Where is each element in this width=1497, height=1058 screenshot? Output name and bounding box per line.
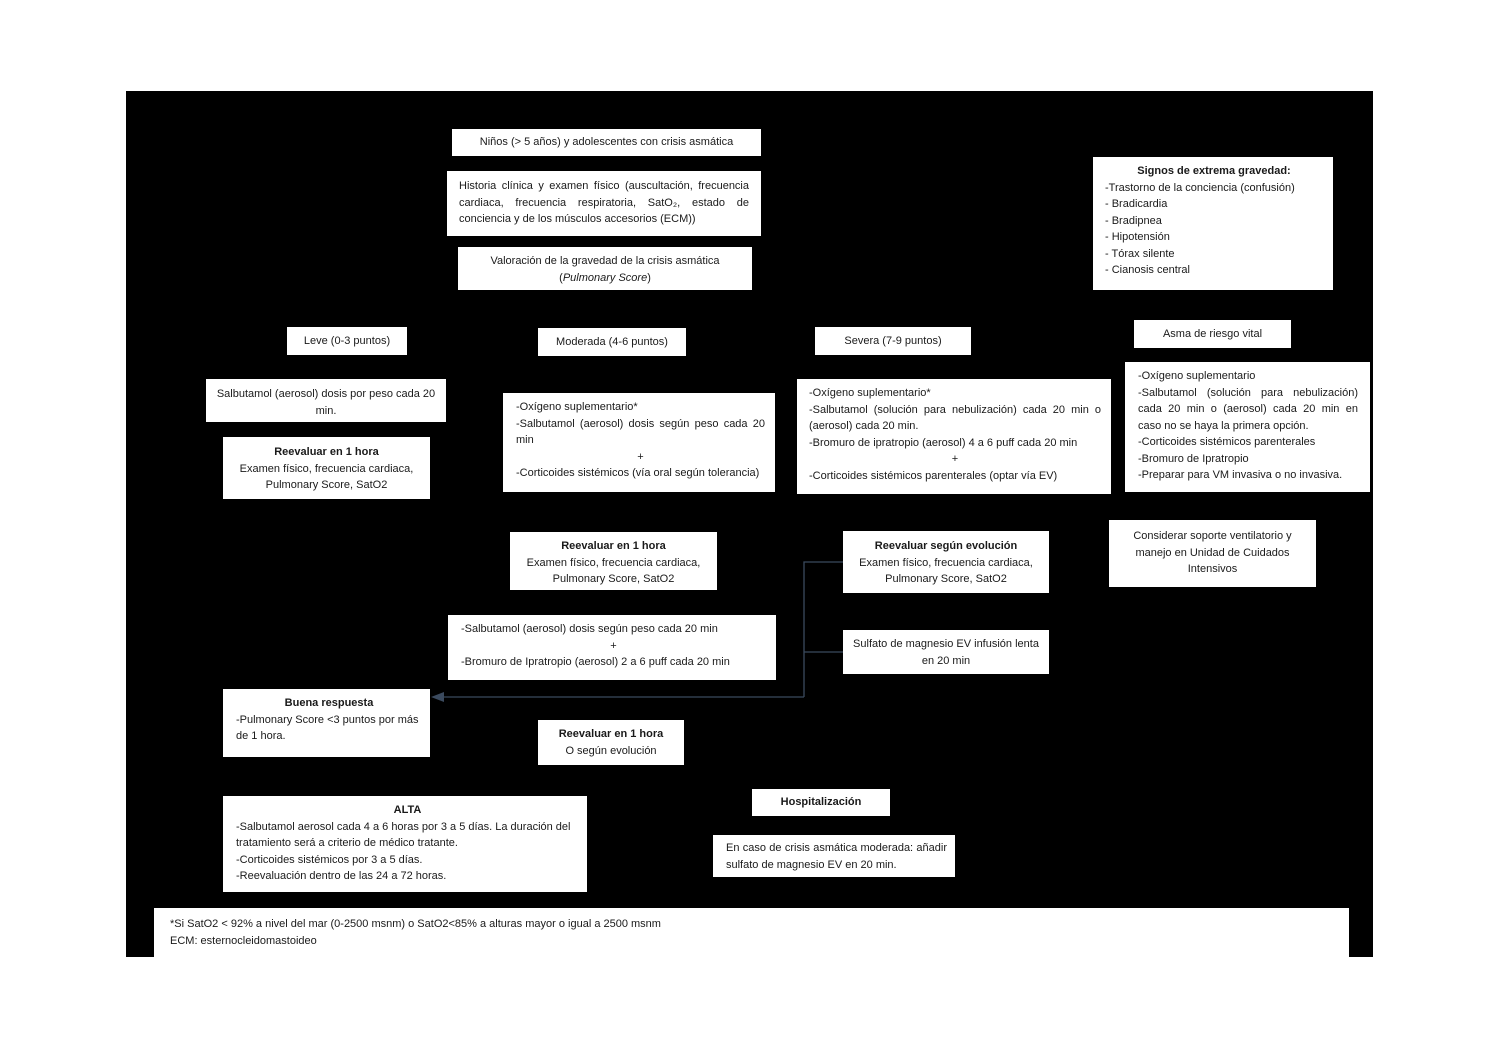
- good-response-body: -Pulmonary Score <3 puntos por más de 1 hora.: [236, 713, 419, 742]
- moderate-treatment-line: -Salbutamol (aerosol) dosis según peso cada 20 min: [516, 417, 765, 446]
- moderate-reeval-title: Reevaluar en 1 hora: [561, 540, 666, 552]
- hospitalization-note: En caso de crisis asmática moderada: añadir sulfato de magnesio EV en 20 min.: [726, 842, 947, 871]
- vital-treatment-item: -Oxígeno suplementario: [1138, 370, 1256, 382]
- severe-treatment-line: -Salbutamol (solución para nebulización) cada 20 min o (aerosol) cada 20 min.: [809, 403, 1101, 432]
- reeval-hour-title: Reevaluar en 1 hora: [558, 728, 664, 740]
- vital-treatment-item: -Bromuro de Ipratropio: [1138, 452, 1249, 465]
- good-response-title: Buena respuesta: [284, 697, 374, 709]
- severity-life-threatening: [1134, 320, 1291, 348]
- mild-reeval-body: Examen físico, frecuencia cardiaca, Pulmonary Score, SatO2: [239, 462, 414, 491]
- moderate-second-line: -Bromuro de Ipratropio (aerosol) 2 a 6 puff cada 20 min: [461, 656, 730, 668]
- assessment-line2: (Pulmonary Score): [559, 271, 651, 284]
- footnote-line: *Si SatO2 < 92% a nivel del mar (0-2500 msnm) o SatO2<85% a alturas mayor o igual a 2500 msnm: [170, 918, 661, 930]
- discharge-node: [223, 796, 587, 892]
- moderate-second-line: -Salbutamol (aerosol) dosis según peso cada 20 min: [461, 623, 718, 635]
- extreme-sign: - Hipotensión: [1105, 231, 1170, 243]
- extreme-sign: - Cianosis central: [1105, 264, 1190, 276]
- moderate-reeval-body: Examen físico, frecuencia cardiaca, Pulmonary Score, SatO2: [526, 556, 701, 585]
- severity-mild-label: Leve (0-3 puntos): [303, 335, 391, 347]
- severe-treatment-line: -Bromuro de ipratropio (aerosol) 4 a 6 puff cada 20 min: [809, 436, 1078, 449]
- discharge-item: -Reevaluación dentro de las 24 a 72 horas.: [236, 870, 447, 882]
- severe-reeval-node: [843, 531, 1049, 593]
- icu-label: Considerar soporte ventilatorio y manejo en Unidad de Cuidados Intensivos: [1133, 530, 1292, 575]
- extreme-sign: - Bradipnea: [1105, 214, 1162, 227]
- reeval-hour-body: O según evolución: [565, 744, 657, 757]
- footnote-line: ECM: esternocleidomastoideo: [170, 934, 317, 947]
- severity-moderate-label: Moderada (4-6 puntos): [556, 336, 668, 348]
- assessment-node: [458, 247, 752, 290]
- severe-treatment-line: -Oxígeno suplementario*: [809, 387, 931, 399]
- icu-node: [1109, 520, 1316, 587]
- moderate-treatment-node: [503, 393, 775, 492]
- vital-treatment-item: -Salbutamol (solución para nebulización) cada 20 min o (aerosol) cada 20 min en caso no se haya la primera opción.: [1138, 386, 1358, 432]
- moderate-treatment-line: -Corticoides sistémicos (vía oral según tolerancia): [516, 467, 760, 479]
- plus-sign: +: [610, 639, 617, 652]
- severe-treatment-node: [797, 379, 1111, 494]
- severity-severe-label: Severa (7-9 puntos): [844, 335, 942, 347]
- mild-reeval-node: [223, 437, 430, 499]
- start-label: Niños (> 5 años) y adolescentes con crisis asmática: [479, 136, 734, 148]
- severity-mild: [287, 327, 407, 355]
- mild-treatment-node: [206, 379, 446, 422]
- discharge-title: ALTA: [393, 804, 422, 816]
- severe-reeval-body: Examen físico, frecuencia cardiaca, Pulmonary Score, SatO2: [859, 556, 1033, 585]
- vital-treatment-item: -Corticoides sistémicos parenterales: [1138, 436, 1316, 448]
- mild-treatment-label: Salbutamol (aerosol) dosis por peso cada 20 min.: [216, 388, 436, 417]
- start-node: [452, 129, 761, 156]
- reeval-hour-node: [538, 720, 684, 765]
- good-response-node: [223, 689, 430, 757]
- plus-sign: +: [951, 453, 959, 465]
- mild-reeval-title: Reevaluar en 1 hora: [274, 446, 379, 458]
- extreme-sign: - Tórax silente: [1105, 247, 1175, 260]
- discharge-item: -Corticoides sistémicos por 3 a 5 días.: [236, 853, 423, 866]
- vital-treatment-item: -Preparar para VM invasiva o no invasiva.: [1138, 469, 1343, 481]
- hospitalization-note-node: [713, 835, 955, 877]
- extreme-sign: - Bradicardia: [1105, 198, 1168, 210]
- hospitalization-node: [752, 789, 890, 816]
- assessment-line1: Valoración de la gravedad de la crisis asmática: [490, 255, 720, 267]
- magnesium-node: [843, 630, 1049, 674]
- history-node: [447, 171, 761, 236]
- moderate-treatment-line: -Oxígeno suplementario*: [516, 401, 638, 413]
- extreme-signs-node: [1093, 157, 1333, 290]
- discharge-item: -Salbutamol aerosol cada 4 a 6 horas por 3 a 5 días. La duración del tratamiento será a criterio de médico tratante.: [236, 820, 571, 849]
- severity-moderate: [538, 328, 686, 356]
- moderate-reeval-node: [510, 532, 717, 590]
- moderate-second-treatment-node: [448, 615, 776, 680]
- magnesium-label: Sulfato de magnesio EV infusión lenta en 20 min: [853, 638, 1039, 667]
- severity-severe: [815, 327, 971, 355]
- severe-reeval-title: Reevaluar según evolución: [874, 540, 1018, 552]
- footnote: [154, 908, 1349, 957]
- plus-sign: +: [637, 450, 644, 463]
- hospitalization-title: Hospitalización: [780, 796, 862, 808]
- severe-treatment-line: -Corticoides sistémicos parenterales (optar vía EV): [809, 469, 1058, 482]
- history-label: Historia clínica y examen físico (auscultación, frecuencia cardiaca, frecuencia respiratoria, SatO₂, estado de conciencia y de los músculos accesorios (ECM)): [459, 180, 749, 225]
- severity-life-threatening-label: Asma de riesgo vital: [1162, 328, 1263, 340]
- extreme-sign: -Trastorno de la conciencia (confusión): [1105, 181, 1295, 194]
- extreme-signs-title: Signos de extrema gravedad:: [1137, 165, 1291, 177]
- pulmonary-score-italic: Pulmonary Score: [562, 271, 648, 284]
- life-threatening-treatment-node: [1125, 362, 1370, 492]
